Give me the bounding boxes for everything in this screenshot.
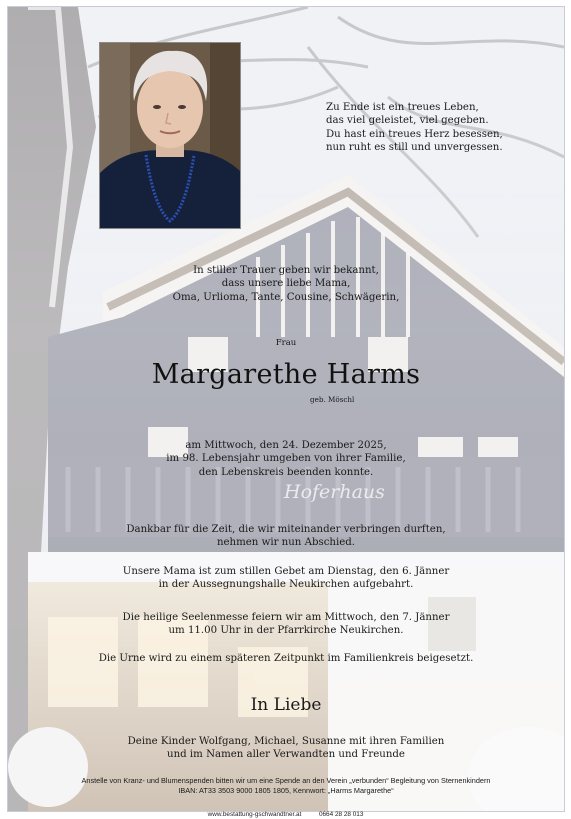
thanks-line: nehmen wir nun Abschied. bbox=[216, 537, 356, 549]
poem bbox=[326, 101, 503, 154]
poem-line: Du hast ein treues Herz besessen, bbox=[326, 128, 503, 140]
name-prefix: Frau bbox=[275, 338, 297, 348]
mass-info bbox=[8, 611, 564, 638]
prayer-line: in der Aussegnungshalle Neukirchen aufgebahrt. bbox=[158, 579, 414, 591]
family-line: Deine Kinder Wolfgang, Michael, Susanne mit ihren Familien bbox=[127, 736, 445, 747]
deceased-name: Margarethe Harms bbox=[151, 359, 421, 390]
poem-line: Zu Ende ist ein treues Leben, bbox=[326, 102, 479, 113]
announcement-line: In stiller Trauer geben wir bekannt, bbox=[193, 265, 379, 276]
poem-line: nun ruht es still und unvergessen. bbox=[326, 141, 503, 153]
death-info bbox=[8, 439, 564, 479]
thanks-line: Dankbar für die Zeit, die wir miteinander verbringen durften, bbox=[126, 524, 446, 535]
phone-number: 0664 28 28 013 bbox=[318, 811, 364, 818]
funeral-home-footer bbox=[0, 811, 571, 818]
donation-note bbox=[8, 776, 564, 796]
donation-line: Anstelle von Kranz- und Blumenspenden bitten wir um eine Spende an den Verein „verbunden“ Begleitung von Sternenkindern bbox=[81, 776, 491, 785]
family-line: und im Namen aller Verwandten und Freunde bbox=[167, 749, 405, 761]
obituary-card bbox=[7, 6, 565, 812]
poem-line: das viel geleistet, viel gegeben. bbox=[326, 115, 489, 127]
prayer-line: Unsere Mama ist zum stillen Gebet am Dienstag, den 6. Jänner bbox=[122, 566, 450, 577]
birth-name: geb. Möschl bbox=[310, 395, 355, 404]
thanks bbox=[8, 523, 564, 550]
family-signature bbox=[8, 735, 564, 762]
hotel-signboard: Hoferhaus bbox=[284, 481, 385, 503]
announcement-line: Oma, Urlioma, Tante, Cousine, Schwägerin, bbox=[172, 291, 400, 303]
mass-line: Die heilige Seelenmesse feiern wir am Mittwoch, den 7. Jänner bbox=[122, 612, 450, 623]
closing-phrase: In Liebe bbox=[250, 695, 322, 715]
website-link[interactable]: www.bestattung-gschwandtner.at bbox=[207, 811, 302, 818]
death-info-line: den Lebenskreis beenden konnte. bbox=[198, 466, 374, 478]
donation-line: IBAN: AT33 3503 9000 1805 1805, Kennwort: „Harms Margarethe“ bbox=[178, 786, 394, 795]
portrait-photo bbox=[99, 42, 241, 229]
announcement-line: dass unsere liebe Mama, bbox=[221, 278, 351, 290]
death-info-line: im 98. Lebensjahr umgeben von ihrer Familie, bbox=[166, 453, 406, 465]
death-info-line: am Mittwoch, den 24. Dezember 2025, bbox=[185, 440, 387, 451]
mass-line: um 11.00 Uhr in der Pfarrkirche Neukirchen. bbox=[168, 625, 404, 637]
announcement bbox=[8, 264, 564, 304]
urn-info: Die Urne wird zu einem späteren Zeitpunkt im Familienkreis beigesetzt. bbox=[98, 653, 474, 664]
prayer-info bbox=[8, 565, 564, 592]
